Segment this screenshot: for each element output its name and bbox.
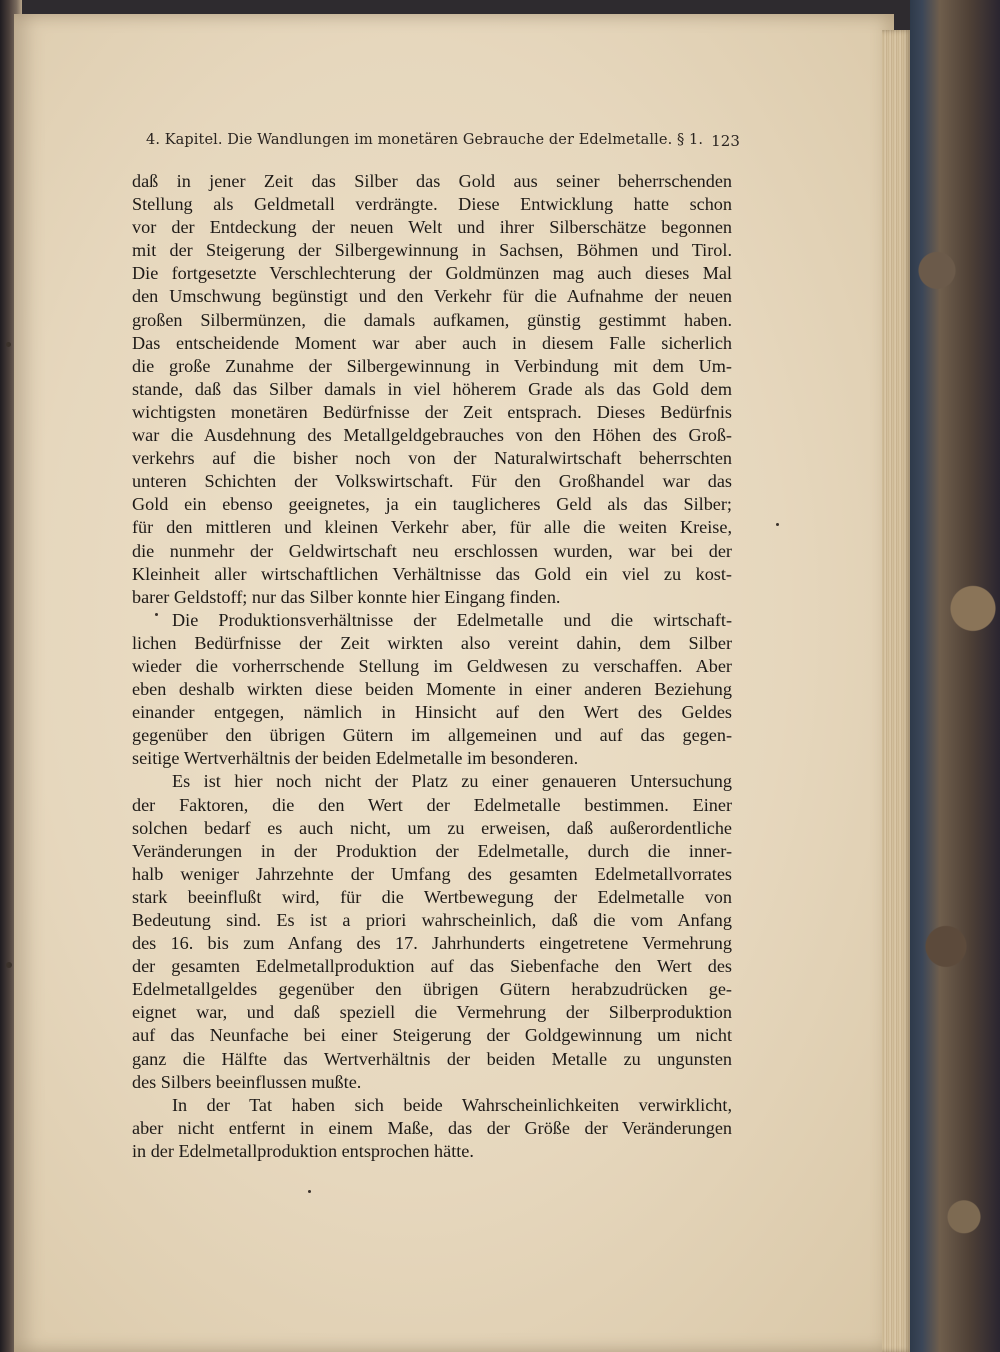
text-line: mit der Steigerung der Silbergewinnung in Sachsen, Böhmen und Tirol. [132,240,732,261]
text-line: der Faktoren, die den Wert der Edelmetalle bestimmen. Einer [132,794,732,815]
text-line: Die fortgesetzte Verschlechterung der Goldmünzen mag auch dieses Mal [132,263,732,284]
text-line: ganz die Hälfte das Wertverhältnis der beiden Metalle zu ungunsten [132,1048,732,1069]
page-number: 123 [711,132,740,150]
text-line: verkehrs auf die bisher noch von der Naturalwirtschaft beherrschten [132,448,732,469]
running-header [146,132,740,150]
text-line: lichen Bedürfnisse der Zeit wirkten also vereint dahin, dem Silber [132,632,732,653]
text-line: eignet war, und daß speziell die Vermehrung der Silberproduktion [132,1002,732,1023]
text-line: die große Zunahme der Silbergewinnung in Verbindung mit dem Um- [132,355,732,376]
text-line: Das entscheidende Moment war aber auch in diesem Falle sicherlich [132,332,732,353]
text-line: Gold ein ebenso geeignetes, ja ein tauglicheres Geld als das Silber; [132,494,732,515]
text-line: der gesamten Edelmetallproduktion auf das Siebenfache den Wert des [132,956,732,977]
text-line: solchen bedarf es auch nicht, um zu erweisen, daß außerordentliche [132,817,732,838]
running-title: 4. Kapitel. Die Wandlungen im monetären Gebrauche der Edelmetalle. § 1. [146,132,704,148]
text-line: stande, daß das Silber damals in viel höherem Grade als das Gold dem [132,378,732,399]
text-line: wieder die vorherrschende Stellung im Geldwesen zu verschaffen. Aber [132,655,732,676]
text-line: den Umschwung begünstigt und den Verkehr für die Aufnahme der neuen [132,286,732,307]
text-line: barer Geldstoff; nur das Silber konnte hier Eingang finden. [132,586,561,607]
body-text [132,170,732,1163]
text-line: Edelmetallgeldes gegenüber den übrigen Gütern herabzudrücken ge- [132,979,732,1000]
text-line: eben deshalb wirkten diese beiden Momente in einer anderen Beziehung [132,679,732,700]
text-line: Bedeutung sind. Es ist a priori wahrscheinlich, daß die vom Anfang [132,910,732,930]
text-line: In der Tat haben sich beide Wahrscheinlichkeiten verwirklicht, [172,1094,732,1115]
text-line: einander entgegen, nämlich in Hinsicht auf den Wert des Geldes [132,702,732,723]
text-line: halb weniger Jahrzehnte der Umfang des gesamten Edelmetallvorrates [132,863,732,884]
text-line: Es ist hier noch nicht der Platz zu einer genaueren Untersuchung [172,771,732,792]
paper-speck [155,613,158,616]
paper-speck [6,342,11,347]
text-line: unteren Schichten der Volkswirtschaft. Für den Großhandel war das [132,471,732,492]
text-line: vor der Entdeckung der neuen Welt und ihrer Silberschätze begonnen [132,217,732,238]
text-line: des 16. bis zum Anfang des 17. Jahrhunderts eingetretene Vermehrung [132,933,732,954]
text-line: wichtigsten monetären Bedürfnisse der Zeit entsprach. Dieses Bedürfnis [132,401,732,422]
text-line: stark beeinflußt wird, für die Wertbewegung der Edelmetalle von [132,886,732,907]
text-line: Kleinheit aller wirtschaftlichen Verhältnisse das Gold ein viel zu kost- [132,563,732,584]
text-line: Veränderungen in der Produktion der Edelmetalle, durch die inner- [132,840,732,861]
paper-speck [776,523,779,526]
marbled-cover-edge [910,0,1000,1352]
paper-speck [6,962,12,968]
text-line: Stellung als Geldmetall verdrängte. Diese Entwicklung hatte schon [132,194,732,215]
paper-speck [308,1190,311,1193]
text-line: aber nicht entfernt in einem Maße, das der Größe der Veränderungen [132,1117,732,1138]
text-line: seitige Wertverhältnis der beiden Edelmetalle im besonderen. [132,748,579,769]
text-line: für den mittleren und kleinen Verkehr aber, für alle die weiten Kreise, [132,517,732,538]
text-line: Die Produktionsverhältnisse der Edelmetalle und die wirtschaft- [172,609,732,630]
text-line: war die Ausdehnung des Metallgeldgebrauches von den Höhen des Groß- [132,425,732,446]
text-line: die nunmehr der Geldwirtschaft neu erschlossen wurden, war bei der [132,540,732,561]
text-line: auf das Neunfache bei einer Steigerung der Goldgewinnung um nicht [132,1025,732,1046]
text-line: großen Silbermünzen, die damals aufkamen, günstig gestimmt haben. [132,309,732,330]
page-edges [882,30,912,1352]
text-line: in der Edelmetallproduktion entsprochen hätte. [132,1140,474,1161]
text-line: gegenüber den übrigen Gütern im allgemeinen und auf das gegen- [132,725,732,746]
text-line: daß in jener Zeit das Silber das Gold aus seiner beherrschenden [132,171,732,191]
text-line: des Silbers beeinflussen mußte. [132,1071,362,1092]
